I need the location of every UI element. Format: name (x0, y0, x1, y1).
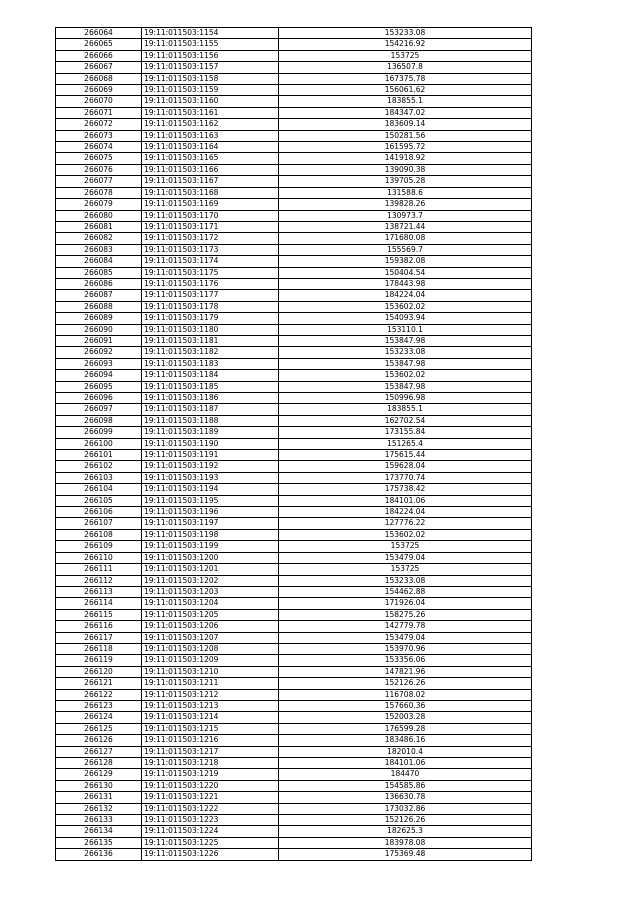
value-cell: 183609.14 (279, 119, 532, 130)
row-number-cell: 266134 (56, 826, 142, 837)
value-cell: 153602.02 (279, 529, 532, 540)
value-cell: 159382.08 (279, 256, 532, 267)
row-number-cell: 266066 (56, 50, 142, 61)
value-cell: 183978.08 (279, 837, 532, 848)
cadastral-number-cell: 19:11:011503:1187 (142, 404, 279, 415)
cadastral-number-cell: 19:11:011503:1173 (142, 244, 279, 255)
table-row (56, 278, 532, 289)
value-cell: 150996.98 (279, 393, 532, 404)
table-row (56, 267, 532, 278)
cadastral-number-cell: 19:11:011503:1197 (142, 518, 279, 529)
table-row (56, 552, 532, 563)
cadastral-number-cell: 19:11:011503:1222 (142, 803, 279, 814)
table-row (56, 50, 532, 61)
value-cell: 183855.1 (279, 96, 532, 107)
cadastral-number-cell: 19:11:011503:1202 (142, 575, 279, 586)
row-number-cell: 266065 (56, 39, 142, 50)
cadastral-number-cell: 19:11:011503:1159 (142, 85, 279, 96)
cadastral-number-cell: 19:11:011503:1155 (142, 39, 279, 50)
row-number-cell: 266109 (56, 541, 142, 552)
row-number-cell: 266080 (56, 210, 142, 221)
row-number-cell: 266108 (56, 529, 142, 540)
value-cell: 153725 (279, 564, 532, 575)
value-cell: 184224.04 (279, 507, 532, 518)
value-cell: 182010.4 (279, 746, 532, 757)
data-table (55, 27, 532, 861)
table-row (56, 244, 532, 255)
row-number-cell: 266128 (56, 758, 142, 769)
table-row (56, 792, 532, 803)
cadastral-number-cell: 19:11:011503:1189 (142, 427, 279, 438)
cadastral-number-cell: 19:11:011503:1168 (142, 187, 279, 198)
row-number-cell: 266100 (56, 438, 142, 449)
table-row (56, 678, 532, 689)
cadastral-number-cell: 19:11:011503:1164 (142, 142, 279, 153)
cadastral-number-cell: 19:11:011503:1180 (142, 324, 279, 335)
table-row (56, 164, 532, 175)
value-cell: 150281.56 (279, 130, 532, 141)
cadastral-number-cell: 19:11:011503:1174 (142, 256, 279, 267)
row-number-cell: 266069 (56, 85, 142, 96)
value-cell: 139090.38 (279, 164, 532, 175)
value-cell: 153602.02 (279, 301, 532, 312)
row-number-cell: 266088 (56, 301, 142, 312)
cadastral-number-cell: 19:11:011503:1163 (142, 130, 279, 141)
table-row (56, 142, 532, 153)
value-cell: 162702.54 (279, 415, 532, 426)
value-cell: 183855.1 (279, 404, 532, 415)
row-number-cell: 266092 (56, 347, 142, 358)
table-row (56, 632, 532, 643)
cadastral-number-cell: 19:11:011503:1221 (142, 792, 279, 803)
value-cell: 175738.42 (279, 484, 532, 495)
table-body (56, 28, 532, 861)
table-row (56, 689, 532, 700)
cadastral-number-cell: 19:11:011503:1157 (142, 62, 279, 73)
row-number-cell: 266076 (56, 164, 142, 175)
value-cell: 153233.08 (279, 347, 532, 358)
cadastral-number-cell: 19:11:011503:1206 (142, 621, 279, 632)
table-row (56, 803, 532, 814)
cadastral-number-cell: 19:11:011503:1167 (142, 176, 279, 187)
value-cell: 154585.86 (279, 780, 532, 791)
row-number-cell: 266087 (56, 290, 142, 301)
table-row (56, 758, 532, 769)
value-cell: 184101.06 (279, 758, 532, 769)
table-row (56, 586, 532, 597)
value-cell: 161595.72 (279, 142, 532, 153)
cadastral-number-cell: 19:11:011503:1181 (142, 335, 279, 346)
value-cell: 155569.7 (279, 244, 532, 255)
table-row (56, 221, 532, 232)
cadastral-number-cell: 19:11:011503:1216 (142, 735, 279, 746)
value-cell: 173032.86 (279, 803, 532, 814)
value-cell: 171926.04 (279, 598, 532, 609)
row-number-cell: 266102 (56, 461, 142, 472)
row-number-cell: 266125 (56, 723, 142, 734)
value-cell: 153479.04 (279, 632, 532, 643)
table-row (56, 598, 532, 609)
cadastral-number-cell: 19:11:011503:1158 (142, 73, 279, 84)
cadastral-number-cell: 19:11:011503:1169 (142, 199, 279, 210)
value-cell: 173770.74 (279, 472, 532, 483)
value-cell: 153847.98 (279, 381, 532, 392)
table-row (56, 210, 532, 221)
table-row (56, 301, 532, 312)
table-row (56, 849, 532, 860)
value-cell: 154462.88 (279, 586, 532, 597)
cadastral-number-cell: 19:11:011503:1205 (142, 609, 279, 620)
table-row (56, 73, 532, 84)
cadastral-number-cell: 19:11:011503:1162 (142, 119, 279, 130)
value-cell: 171680.08 (279, 233, 532, 244)
cadastral-number-cell: 19:11:011503:1195 (142, 495, 279, 506)
value-cell: 157660.36 (279, 700, 532, 711)
cadastral-number-cell: 19:11:011503:1165 (142, 153, 279, 164)
row-number-cell: 266122 (56, 689, 142, 700)
value-cell: 141918.92 (279, 153, 532, 164)
value-cell: 152003.28 (279, 712, 532, 723)
table-row (56, 358, 532, 369)
value-cell: 153479.04 (279, 552, 532, 563)
value-cell: 139705.28 (279, 176, 532, 187)
row-number-cell: 266124 (56, 712, 142, 723)
row-number-cell: 266082 (56, 233, 142, 244)
row-number-cell: 266067 (56, 62, 142, 73)
row-number-cell: 266094 (56, 370, 142, 381)
value-cell: 182625.3 (279, 826, 532, 837)
table-row (56, 119, 532, 130)
value-cell: 153725 (279, 541, 532, 552)
cadastral-number-cell: 19:11:011503:1223 (142, 815, 279, 826)
table-row (56, 438, 532, 449)
row-number-cell: 266131 (56, 792, 142, 803)
value-cell: 116708.02 (279, 689, 532, 700)
value-cell: 184224.04 (279, 290, 532, 301)
value-cell: 152126.26 (279, 815, 532, 826)
table-row (56, 746, 532, 757)
row-number-cell: 266093 (56, 358, 142, 369)
row-number-cell: 266075 (56, 153, 142, 164)
row-number-cell: 266117 (56, 632, 142, 643)
table-row (56, 199, 532, 210)
table-row (56, 335, 532, 346)
value-cell: 153725 (279, 50, 532, 61)
cadastral-number-cell: 19:11:011503:1198 (142, 529, 279, 540)
cadastral-number-cell: 19:11:011503:1176 (142, 278, 279, 289)
table-row (56, 712, 532, 723)
cadastral-number-cell: 19:11:011503:1225 (142, 837, 279, 848)
cadastral-number-cell: 19:11:011503:1199 (142, 541, 279, 552)
table-row (56, 655, 532, 666)
table-row (56, 393, 532, 404)
table-row (56, 427, 532, 438)
value-cell: 150404.54 (279, 267, 532, 278)
value-cell: 153233.08 (279, 28, 532, 39)
cadastral-number-cell: 19:11:011503:1219 (142, 769, 279, 780)
row-number-cell: 266073 (56, 130, 142, 141)
table-row (56, 472, 532, 483)
row-number-cell: 266106 (56, 507, 142, 518)
value-cell: 154216.92 (279, 39, 532, 50)
table-row (56, 621, 532, 632)
row-number-cell: 266101 (56, 450, 142, 461)
value-cell: 153356.06 (279, 655, 532, 666)
value-cell: 153233.08 (279, 575, 532, 586)
row-number-cell: 266105 (56, 495, 142, 506)
cadastral-number-cell: 19:11:011503:1191 (142, 450, 279, 461)
cadastral-number-cell: 19:11:011503:1190 (142, 438, 279, 449)
row-number-cell: 266097 (56, 404, 142, 415)
table-row (56, 541, 532, 552)
row-number-cell: 266099 (56, 427, 142, 438)
value-cell: 127776.22 (279, 518, 532, 529)
row-number-cell: 266070 (56, 96, 142, 107)
row-number-cell: 266084 (56, 256, 142, 267)
value-cell: 153970.96 (279, 643, 532, 654)
row-number-cell: 266113 (56, 586, 142, 597)
value-cell: 175369.48 (279, 849, 532, 860)
row-number-cell: 266114 (56, 598, 142, 609)
table-row (56, 609, 532, 620)
table-row (56, 404, 532, 415)
table-row (56, 518, 532, 529)
table-row (56, 256, 532, 267)
cadastral-number-cell: 19:11:011503:1217 (142, 746, 279, 757)
table-row (56, 62, 532, 73)
value-cell: 176599.28 (279, 723, 532, 734)
cadastral-number-cell: 19:11:011503:1220 (142, 780, 279, 791)
cadastral-number-cell: 19:11:011503:1211 (142, 678, 279, 689)
value-cell: 178443.98 (279, 278, 532, 289)
row-number-cell: 266107 (56, 518, 142, 529)
value-cell: 173155.84 (279, 427, 532, 438)
cadastral-number-cell: 19:11:011503:1171 (142, 221, 279, 232)
value-cell: 138721.44 (279, 221, 532, 232)
row-number-cell: 266085 (56, 267, 142, 278)
table-row (56, 176, 532, 187)
table-row (56, 529, 532, 540)
value-cell: 167375.78 (279, 73, 532, 84)
cadastral-number-cell: 19:11:011503:1160 (142, 96, 279, 107)
cadastral-number-cell: 19:11:011503:1179 (142, 313, 279, 324)
table-row (56, 107, 532, 118)
cadastral-number-cell: 19:11:011503:1209 (142, 655, 279, 666)
table-row (56, 290, 532, 301)
table-row (56, 723, 532, 734)
cadastral-number-cell: 19:11:011503:1172 (142, 233, 279, 244)
value-cell: 142779.78 (279, 621, 532, 632)
cadastral-number-cell: 19:11:011503:1204 (142, 598, 279, 609)
row-number-cell: 266132 (56, 803, 142, 814)
row-number-cell: 266115 (56, 609, 142, 620)
row-number-cell: 266127 (56, 746, 142, 757)
row-number-cell: 266090 (56, 324, 142, 335)
row-number-cell: 266089 (56, 313, 142, 324)
table-row (56, 370, 532, 381)
row-number-cell: 266077 (56, 176, 142, 187)
row-number-cell: 266110 (56, 552, 142, 563)
cadastral-number-cell: 19:11:011503:1178 (142, 301, 279, 312)
table-row (56, 415, 532, 426)
value-cell: 153602.02 (279, 370, 532, 381)
table-row (56, 233, 532, 244)
cadastral-number-cell: 19:11:011503:1215 (142, 723, 279, 734)
table-row (56, 666, 532, 677)
row-number-cell: 266118 (56, 643, 142, 654)
cadastral-number-cell: 19:11:011503:1212 (142, 689, 279, 700)
value-cell: 136630.78 (279, 792, 532, 803)
table-row (56, 28, 532, 39)
cadastral-number-cell: 19:11:011503:1177 (142, 290, 279, 301)
value-cell: 159628.04 (279, 461, 532, 472)
document-page (55, 27, 531, 861)
row-number-cell: 266091 (56, 335, 142, 346)
row-number-cell: 266072 (56, 119, 142, 130)
row-number-cell: 266104 (56, 484, 142, 495)
table-row (56, 347, 532, 358)
cadastral-number-cell: 19:11:011503:1192 (142, 461, 279, 472)
value-cell: 184101.06 (279, 495, 532, 506)
cadastral-number-cell: 19:11:011503:1193 (142, 472, 279, 483)
row-number-cell: 266064 (56, 28, 142, 39)
table-row (56, 324, 532, 335)
value-cell: 136507.8 (279, 62, 532, 73)
cadastral-number-cell: 19:11:011503:1224 (142, 826, 279, 837)
row-number-cell: 266068 (56, 73, 142, 84)
row-number-cell: 266083 (56, 244, 142, 255)
value-cell: 153847.98 (279, 335, 532, 346)
table-row (56, 461, 532, 472)
table-row (56, 39, 532, 50)
row-number-cell: 266116 (56, 621, 142, 632)
table-row (56, 85, 532, 96)
cadastral-number-cell: 19:11:011503:1194 (142, 484, 279, 495)
cadastral-number-cell: 19:11:011503:1210 (142, 666, 279, 677)
row-number-cell: 266095 (56, 381, 142, 392)
value-cell: 153847.98 (279, 358, 532, 369)
value-cell: 153110.1 (279, 324, 532, 335)
row-number-cell: 266135 (56, 837, 142, 848)
cadastral-number-cell: 19:11:011503:1226 (142, 849, 279, 860)
table-row (56, 837, 532, 848)
table-row (56, 450, 532, 461)
cadastral-number-cell: 19:11:011503:1200 (142, 552, 279, 563)
table-row (56, 153, 532, 164)
cadastral-number-cell: 19:11:011503:1213 (142, 700, 279, 711)
table-row (56, 187, 532, 198)
row-number-cell: 266074 (56, 142, 142, 153)
cadastral-number-cell: 19:11:011503:1184 (142, 370, 279, 381)
table-row (56, 700, 532, 711)
cadastral-number-cell: 19:11:011503:1183 (142, 358, 279, 369)
table-row (56, 643, 532, 654)
cadastral-number-cell: 19:11:011503:1188 (142, 415, 279, 426)
table-row (56, 313, 532, 324)
value-cell: 151265.4 (279, 438, 532, 449)
value-cell: 147821.96 (279, 666, 532, 677)
row-number-cell: 266133 (56, 815, 142, 826)
row-number-cell: 266126 (56, 735, 142, 746)
cadastral-number-cell: 19:11:011503:1156 (142, 50, 279, 61)
cadastral-number-cell: 19:11:011503:1166 (142, 164, 279, 175)
table-row (56, 769, 532, 780)
row-number-cell: 266098 (56, 415, 142, 426)
table-row (56, 130, 532, 141)
value-cell: 158275.26 (279, 609, 532, 620)
row-number-cell: 266078 (56, 187, 142, 198)
value-cell: 156061.62 (279, 85, 532, 96)
row-number-cell: 266129 (56, 769, 142, 780)
row-number-cell: 266119 (56, 655, 142, 666)
cadastral-number-cell: 19:11:011503:1207 (142, 632, 279, 643)
table-row (56, 815, 532, 826)
table-row (56, 564, 532, 575)
cadastral-number-cell: 19:11:011503:1154 (142, 28, 279, 39)
row-number-cell: 266096 (56, 393, 142, 404)
cadastral-number-cell: 19:11:011503:1208 (142, 643, 279, 654)
cadastral-number-cell: 19:11:011503:1214 (142, 712, 279, 723)
value-cell: 184470 (279, 769, 532, 780)
table-row (56, 96, 532, 107)
table-row (56, 507, 532, 518)
value-cell: 154093.94 (279, 313, 532, 324)
row-number-cell: 266086 (56, 278, 142, 289)
value-cell: 183486.16 (279, 735, 532, 746)
row-number-cell: 266103 (56, 472, 142, 483)
row-number-cell: 266123 (56, 700, 142, 711)
table-row (56, 780, 532, 791)
row-number-cell: 266112 (56, 575, 142, 586)
row-number-cell: 266081 (56, 221, 142, 232)
table-row (56, 495, 532, 506)
value-cell: 131588.6 (279, 187, 532, 198)
cadastral-number-cell: 19:11:011503:1185 (142, 381, 279, 392)
row-number-cell: 266079 (56, 199, 142, 210)
value-cell: 130973.7 (279, 210, 532, 221)
value-cell: 184347.02 (279, 107, 532, 118)
row-number-cell: 266121 (56, 678, 142, 689)
cadastral-number-cell: 19:11:011503:1186 (142, 393, 279, 404)
cadastral-number-cell: 19:11:011503:1196 (142, 507, 279, 518)
table-row (56, 381, 532, 392)
row-number-cell: 266136 (56, 849, 142, 860)
table-row (56, 826, 532, 837)
table-row (56, 735, 532, 746)
cadastral-number-cell: 19:11:011503:1203 (142, 586, 279, 597)
value-cell: 139828.26 (279, 199, 532, 210)
cadastral-number-cell: 19:11:011503:1182 (142, 347, 279, 358)
cadastral-number-cell: 19:11:011503:1161 (142, 107, 279, 118)
cadastral-number-cell: 19:11:011503:1170 (142, 210, 279, 221)
value-cell: 152126.26 (279, 678, 532, 689)
row-number-cell: 266071 (56, 107, 142, 118)
cadastral-number-cell: 19:11:011503:1201 (142, 564, 279, 575)
row-number-cell: 266130 (56, 780, 142, 791)
cadastral-number-cell: 19:11:011503:1218 (142, 758, 279, 769)
row-number-cell: 266111 (56, 564, 142, 575)
table-row (56, 575, 532, 586)
row-number-cell: 266120 (56, 666, 142, 677)
table-row (56, 484, 532, 495)
cadastral-number-cell: 19:11:011503:1175 (142, 267, 279, 278)
value-cell: 175615.44 (279, 450, 532, 461)
